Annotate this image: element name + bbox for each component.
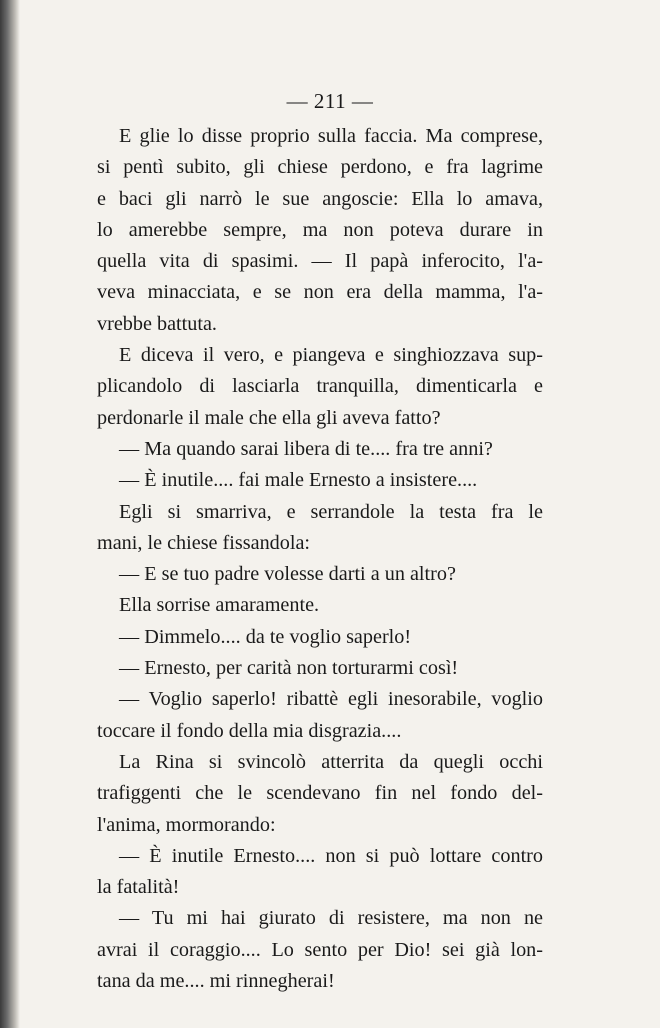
text-line: tana da me.... mi rinnegherai!	[97, 970, 335, 993]
book-spine-shadow	[0, 0, 20, 1028]
text-line: mani, le chiese fissandola:	[97, 531, 311, 554]
text-line: — È inutile.... fai male Ernesto a insistere....	[119, 469, 478, 492]
text-line: la fatalità!	[97, 876, 180, 899]
text-line: La Rina si svincolò atterrita da quegli occhi	[119, 750, 543, 773]
text-line: Egli si smarriva, e serrandole la testa fra le	[119, 500, 543, 523]
text-line: veva minacciata, e se non era della mamma, l'a-	[97, 281, 543, 304]
text-line: Ella sorrise amaramente.	[119, 594, 320, 617]
body-text	[97, 121, 543, 997]
text-line: E diceva il vero, e piangeva e singhiozzava sup-	[119, 344, 543, 367]
text-line: quella vita di spasimi. — Il papà inferocito, l'a-	[97, 250, 543, 273]
text-line: — Ma quando sarai libera di te.... fra tre anni?	[119, 437, 493, 460]
page-number: — 211 —	[286, 89, 374, 113]
text-line: perdonarle il male che ella gli aveva fatto?	[97, 406, 441, 429]
text-line: toccare il fondo della mia disgrazia....	[97, 719, 402, 742]
text-line: vrebbe battuta.	[97, 312, 217, 335]
text-line: E glie lo disse proprio sulla faccia. Ma comprese,	[119, 125, 543, 147]
text-line: e baci gli narrò le sue angoscie: Ella lo amava,	[97, 187, 543, 210]
text-line: — Tu mi hai giurato di resistere, ma non ne	[119, 907, 543, 930]
text-line: avrai il coraggio.... Lo sento per Dio! sei già lon-	[97, 938, 543, 961]
text-line: trafiggenti che le scendevano fin nel fondo del-	[97, 782, 543, 805]
text-line: — E se tuo padre volesse darti a un altro?	[119, 563, 456, 586]
text-line: lo amerebbe sempre, ma non poteva durare in	[97, 218, 543, 241]
text-line: — Voglio saperlo! ribattè egli inesorabile, voglio	[119, 688, 543, 711]
text-line: si pentì subito, gli chiese perdono, e fra lagrime	[97, 156, 543, 179]
text-line: — È inutile Ernesto.... non si può lottare contro	[119, 844, 543, 867]
text-line: plicandolo di lasciarla tranquilla, dimenticarla e	[97, 375, 543, 398]
text-line: — Dimmelo.... da te voglio saperlo!	[119, 625, 412, 648]
text-line: l'anima, mormorando:	[97, 813, 276, 836]
text-line: — Ernesto, per carità non torturarmi così!	[119, 657, 459, 680]
